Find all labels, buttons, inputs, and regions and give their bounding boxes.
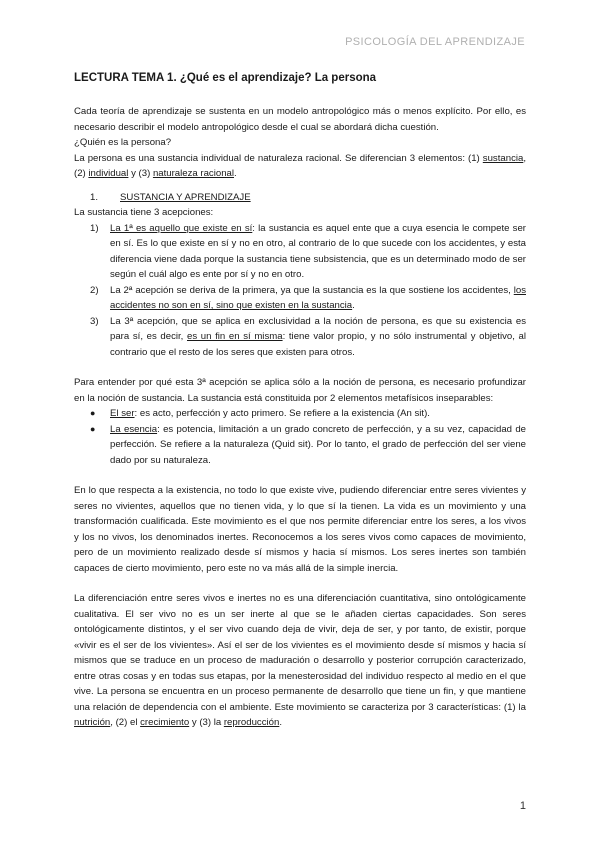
item-text: : tiene valor propio, y no sólo instrumental y objetivo, al contrario que el resto de los seres que existen para otros.: [110, 331, 526, 358]
definition-text: .: [234, 168, 237, 179]
item-underlined: los accidentes no son en sí, sino que existen en la sustancia: [110, 284, 526, 311]
item-text: : es potencia, limitación a un grado concreto de perfección, y a su vez, capacidad de perfección. Se refiere a la naturaleza (Quid sit). Por lo tanto, el grado de perfección del ser viene dado por su naturaleza.: [110, 423, 526, 466]
definition-text: y (3): [128, 168, 153, 179]
section-number: 1.: [90, 191, 99, 203]
item-underlined: es un fin en sí misma: [187, 331, 283, 342]
existencia-paragraph: En lo que respecta a la existencia, no todo lo que existe vive, pudiendo diferenciar entre seres vivientes y seres no vivientes, aquellos que no tienen vida, y lo que sí la tienen. La vida es un movimiento y una transformación cualificada. Este movimiento es el que nos permite diferenciar entre los seres, a los vivos y los no vivos, los denominados inertes. Reconocemos a los seres vivos como capaces de movimiento, pero de un movimiento realizado desde sí mismos y hacia sí mismos. Los seres inertes son también capaces de cierto movimiento, pero este no va más allá de la simple inercia.: [74, 485, 526, 574]
item-number: 3): [90, 315, 99, 327]
definition-paragraph: [74, 151, 526, 182]
item-number: 2): [90, 284, 99, 296]
acepciones-list: [74, 221, 526, 361]
list-item: [74, 283, 526, 314]
intro-question: ¿Quién es la persona?: [74, 137, 172, 148]
sustancia-paragraph: Para entender por qué esta 3ª acepción se aplica sólo a la noción de persona, es necesario profundizar en la noción de sustancia. La sustancia está constituida por 2 elementos metafísicos inseparables:: [74, 377, 526, 404]
item-text: .: [352, 300, 355, 311]
item-number: 1): [90, 222, 99, 234]
paragraph-text: La diferenciación entre seres vivos e inertes no es una diferenciación cuantitativa, sino ontológicamente cualitativa. El ser vivo no es un ser inerte al que se le añaden ciertas capacidades. Son seres ontológicamente distintos, y el ser vivo cuando deja de vivir, deja de ser, y por tanto, de existir, porque «vivir es el ser de los vivientes». Así el ser de los vivientes es el movimiento desde sí mismos y hacia sí mismos que se traduce en un proceso de maduración o desarrollo y posterior corrupción caracterizado, entre otras cosas y en todas sus etapas, por la menesterosidad del individuo respecto al medio en el que vive. La persona se encuentra en un proceso permanente de desarrollo que tiene un fin, y que mantiene una relación de dependencia con el ambiente. Este movimiento se caracteriza por 3 características: (1) la: [74, 593, 526, 713]
section-heading: [74, 190, 526, 206]
list-item: [74, 406, 526, 422]
item-underlined: La esencia: [110, 423, 158, 435]
paragraph-text: , (2) el: [110, 717, 141, 728]
item-text: : es acto, perfección y acto primero. Se refiere a la existencia (An sit).: [134, 408, 430, 419]
elements-list: [74, 406, 526, 468]
list-item: [74, 422, 526, 469]
intro-paragraph: Cada teoría de aprendizaje se sustenta en un modelo antropológico más o menos explícito. Por ello, es necesario describir el modelo antropológico desde el cual se abordará dicha cuestión.: [74, 106, 526, 133]
page-title: LECTURA TEMA 1. ¿Qué es el aprendizaje? La persona: [74, 72, 377, 84]
item-underlined: La 1ª es aquello que existe en sí: [110, 222, 253, 234]
paragraph-text: .: [279, 717, 282, 728]
definition-text: La persona es una sustancia individual de naturaleza racional. Se diferencian 3 elementos: (1): [74, 152, 483, 164]
section-lead: La sustancia tiene 3 acepciones:: [74, 207, 214, 218]
diferenciacion-paragraph: [74, 591, 526, 731]
item-text: La 3ª acepción, que se aplica en exclusividad a la noción de persona, es que su existencia es para sí, es decir,: [110, 315, 526, 342]
term-nutricion: nutrición: [74, 717, 111, 728]
bullet-icon: ●: [90, 423, 96, 434]
document-body: [74, 104, 526, 731]
page-number: 1: [519, 800, 526, 812]
item-text: : la sustancia es aquel ente que a cuya esencia le compete ser en sí. Es lo que existe en sí y no en otro, al contrario de lo que sucede con los accidentes, y esta diferencia viene dada porque la sustancia tiene subsistencia, que es un determinado modo de ser según el cuál algo es ente por sí y no en otro.: [110, 222, 526, 280]
term-sustancia: sustancia: [482, 152, 524, 164]
running-header: PSICOLOGÍA DEL APRENDIZAJE: [345, 36, 525, 48]
bullet-icon: ●: [90, 408, 96, 418]
term-individual: individual: [88, 168, 129, 179]
item-text: La 2ª acepción se deriva de la primera, ya que la sustancia es la que sostiene los accidentes,: [110, 284, 514, 296]
item-underlined: El ser: [110, 408, 135, 419]
paragraph-text: y (3) la: [189, 717, 224, 728]
list-item: [74, 314, 526, 361]
term-crecimiento: crecimiento: [140, 717, 190, 728]
term-reproduccion: reproducción: [223, 717, 280, 728]
section-title: SUSTANCIA Y APRENDIZAJE: [120, 191, 251, 203]
list-item: [74, 221, 526, 283]
term-naturaleza-racional: naturaleza racional: [152, 168, 235, 179]
definition-text: , (2): [74, 152, 526, 179]
